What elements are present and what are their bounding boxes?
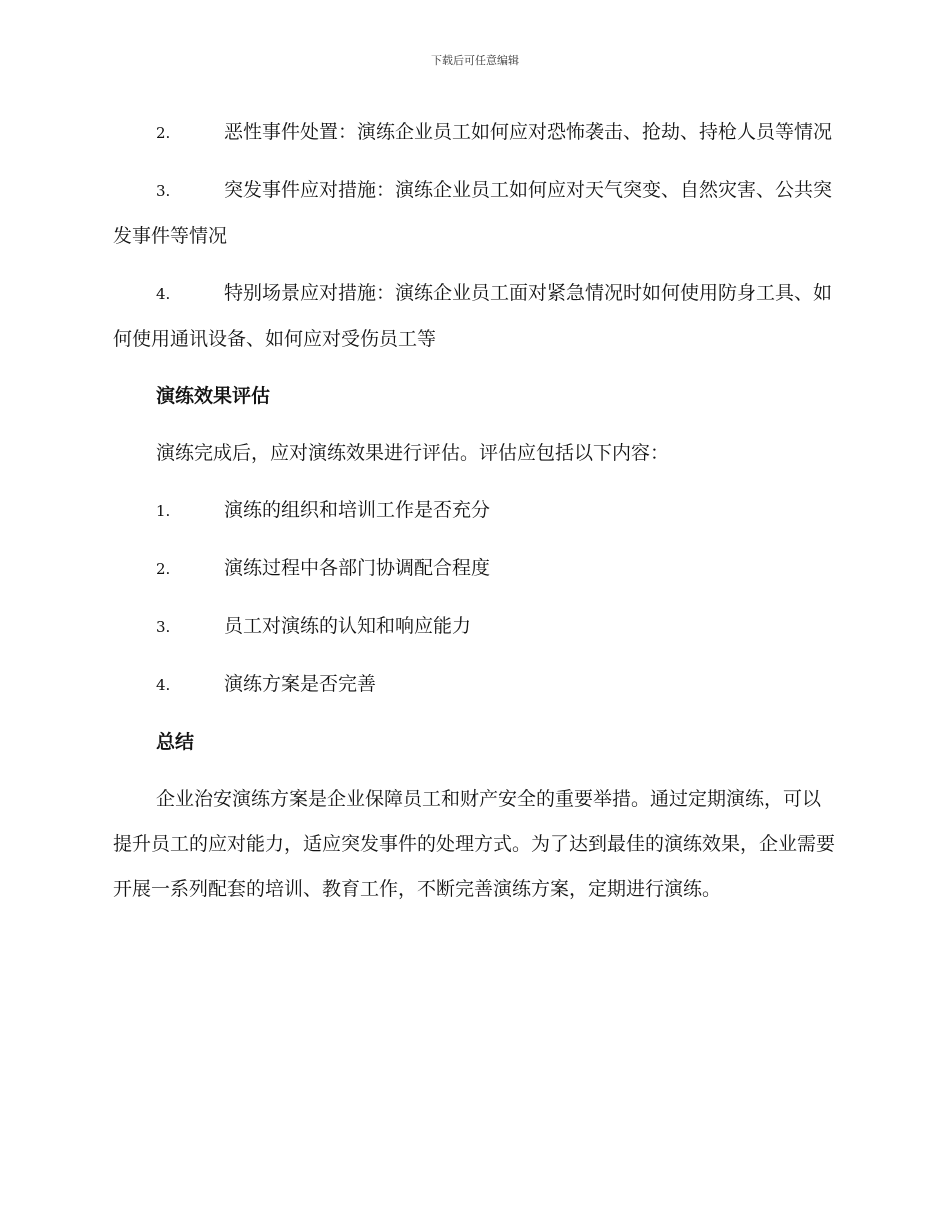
list-number: 2.	[156, 124, 171, 142]
list-item	[113, 604, 837, 650]
list-item-text: 演练过程中各部门协调配合程度	[224, 557, 491, 579]
list-item-text: 特别场景应对措施：演练企业员工面对紧急情况时如何使用防身工具、如何使用通讯设备、如何应对受伤员工等	[113, 282, 833, 350]
list-item-text: 演练的组织和培训工作是否充分	[224, 499, 491, 521]
list-number: 1.	[156, 502, 171, 520]
page-header: 下载后可任意编辑	[431, 54, 519, 67]
evaluation-intro: 演练完成后，应对演练效果进行评估。评估应包括以下内容：	[156, 442, 670, 464]
section-heading-evaluation: 演练效果评估	[156, 385, 271, 407]
list-item	[113, 662, 837, 708]
list-item	[113, 546, 837, 592]
list-item-text: 员工对演练的认知和响应能力	[224, 615, 472, 637]
list-item	[113, 271, 837, 362]
list-item	[113, 488, 837, 534]
section-heading-summary: 总结	[156, 731, 195, 753]
list-number: 4.	[156, 676, 171, 694]
list-item	[113, 168, 837, 259]
list-item-text: 突发事件应对措施：演练企业员工如何应对天气突变、自然灾害、公共突发事件等情况	[113, 179, 833, 247]
list-item-text: 恶性事件处置：演练企业员工如何应对恐怖袭击、抢劫、持枪人员等情况	[224, 121, 833, 143]
list-item-text: 演练方案是否完善	[224, 673, 377, 695]
list-item	[113, 110, 837, 156]
list-number: 3.	[156, 182, 171, 200]
list-number: 3.	[156, 618, 171, 636]
summary-paragraph: 企业治安演练方案是企业保障员工和财产安全的重要举措。通过定期演练，可以提升员工的应对能力，适应突发事件的处理方式。为了达到最佳的演练效果，企业需要开展一系列配套的培训、教育工作，不断完善演练方案，定期进行演练。	[113, 788, 836, 900]
list-number: 2.	[156, 560, 171, 578]
list-number: 4.	[156, 285, 171, 303]
document-body	[113, 110, 837, 924]
